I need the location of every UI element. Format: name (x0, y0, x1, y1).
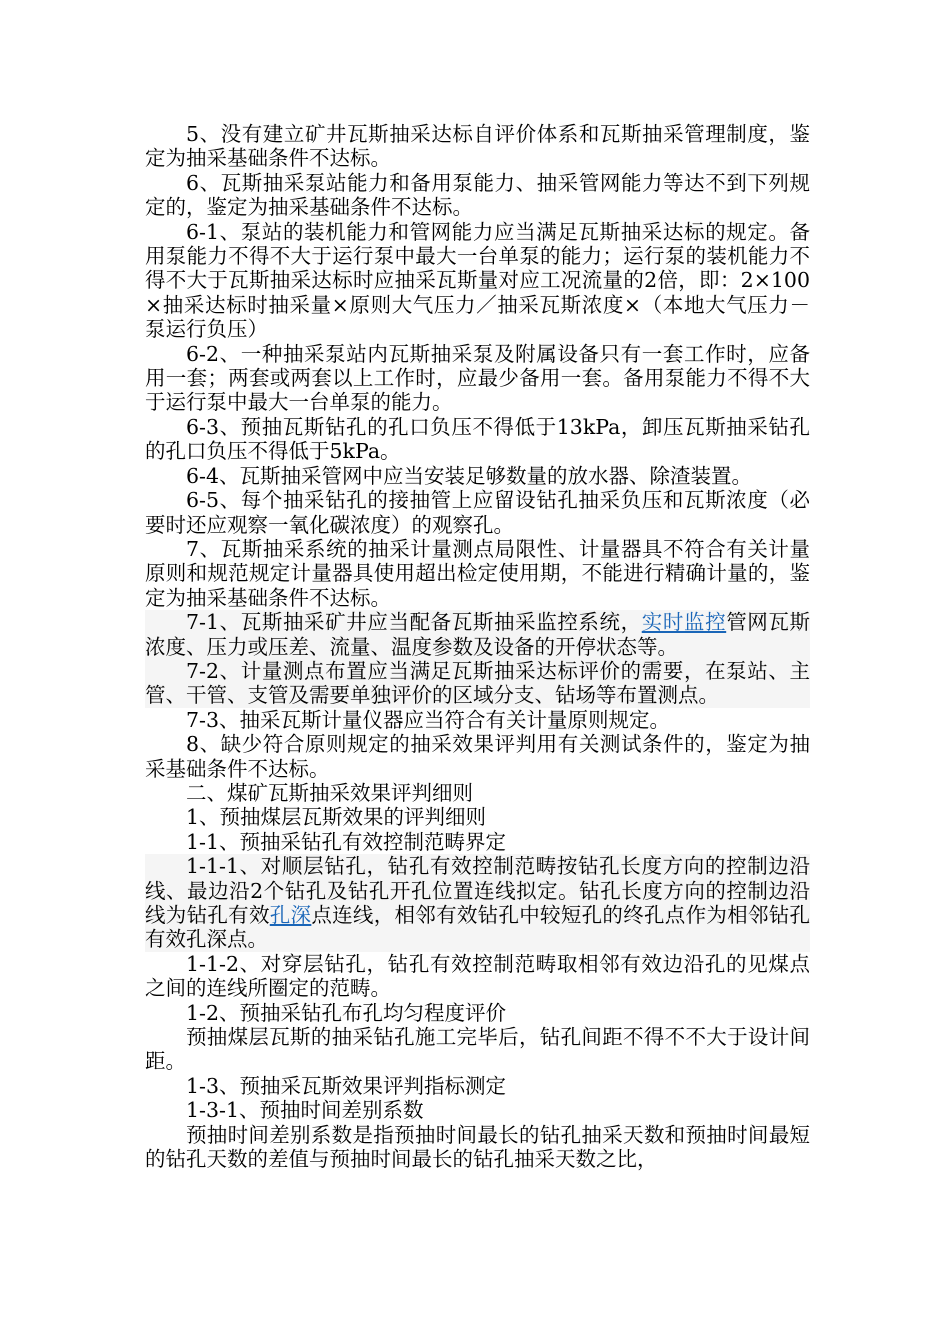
document-body (145, 122, 810, 1171)
paragraph-item-6-2: 6-2、一种抽采泵站内瓦斯抽采泵及附属设备只有一套工作时，应备用一套；两套或两套以上工作时，应最少备用一套。备用泵能力不得不大于运行泵中最大一台单泵的能力。 (145, 341, 810, 415)
paragraph-body: 预抽煤层瓦斯的抽采钻孔施工完毕后，钻孔间距不得不不大于设计间距。 (145, 1025, 810, 1074)
paragraph-item-7-2: 7-2、计量测点布置应当满足瓦斯抽采达标评价的需要，在泵站、主管、干管、支管及需要单独评价的区域分支、钻场等布置测点。 (145, 658, 810, 708)
paragraph-item-6-1: 6-1、泵站的装机能力和管网能力应当满足瓦斯抽采达标的规定。备用泵能力不得不大于运行泵中最大一台单泵的能力；运行泵的装机能力不得不大于瓦斯抽采达标时应抽采瓦斯量对应工况流量的2倍，即：2×100×抽采达标时抽采量×原则大气压力／抽采瓦斯浓度×（本地大气压力－泵运行负压） (145, 219, 810, 342)
paragraph-item-6-4: 6-4、瓦斯抽采管网中应当安装足够数量的放水器、除渣装置。 (186, 463, 753, 488)
paragraph-item-6-3: 6-3、预抽瓦斯钻孔的孔口负压不得低于13kPa，卸压瓦斯抽采钻孔的孔口负压不得低于5kPa。 (145, 414, 810, 464)
paragraph-text: 1-1-1、对顺层钻孔，钻孔有效控制范畴按钻孔长度方向的控制边沿线、最边沿2个钻孔及钻孔开孔位置连线拟定。钻孔长度方向的控制边沿线为钻孔有效 (145, 854, 810, 927)
subsection-heading-1-2: 1-2、预抽采钻孔布孔均匀程度评价 (186, 1000, 507, 1025)
subsection-heading-1-1: 1-1、预抽采钻孔有效控制范畴界定 (186, 829, 507, 854)
paragraph-text: 7-1、瓦斯抽采矿井应当配备瓦斯抽采监控系统， (186, 610, 642, 635)
paragraph-body: 预抽时间差别系数是指预抽时间最长的钻孔抽采天数和预抽时间最短的钻孔天数的差值与预抽时间最长的钻孔抽采天数之比， (145, 1122, 810, 1172)
paragraph-item-7-1 (145, 610, 810, 659)
paragraph-text: 管网瓦斯浓度、压力或压差、流量、温度参数及设备的开停状态等。 (145, 610, 811, 659)
paragraph-item-6-5: 6-5、每个抽采钻孔的接抽管上应留设钻孔抽采负压和瓦斯浓度（必要时还应观察一氧化碳浓度）的观察孔。 (145, 488, 810, 537)
section-heading-2: 二、煤矿瓦斯抽采效果评判细则 (186, 780, 473, 805)
realtime-monitoring-link[interactable]: 实时监控 (641, 610, 727, 635)
subsection-heading-1: 1、预抽煤层瓦斯效果的评判细则 (186, 805, 487, 830)
hole-depth-link[interactable]: 孔深 (269, 903, 312, 927)
paragraph-item-8: 8、缺少符合原则规定的抽采效果评判用有关测试条件的，鉴定为抽采基础条件不达标。 (145, 732, 810, 781)
subsection-heading-1-3: 1-3、预抽采瓦斯效果评判指标测定 (186, 1073, 507, 1098)
paragraph-item-6: 6、瓦斯抽采泵站能力和备用泵能力、抽采管网能力等达不到下列规定的，鉴定为抽采基础条件不达标。 (145, 170, 810, 220)
subsection-heading-1-3-1: 1-3-1、预抽时间差别系数 (186, 1098, 424, 1123)
paragraph-item-7-3: 7-3、抽采瓦斯计量仪器应当符合有关计量原则规定。 (186, 707, 671, 732)
paragraph-text: 点连线，相邻有效钻孔中较短孔的终孔点作为相邻钻孔有效孔深点。 (145, 903, 811, 952)
paragraph-item-1-1-1 (145, 854, 810, 952)
paragraph-item-5: 5、没有建立矿井瓦斯抽采达标自评价体系和瓦斯抽采管理制度，鉴定为抽采基础条件不达标。 (145, 122, 810, 171)
paragraph-item-7: 7、瓦斯抽采系统的抽采计量测点局限性、计量器具不符合有关计量原则和规范规定计量器具使用超出检定使用期，不能进行精确计量的，鉴定为抽采基础条件不达标。 (145, 536, 810, 610)
paragraph-item-1-1-2: 1-1-2、对穿层钻孔，钻孔有效控制范畴取相邻有效边沿孔的见煤点之间的连线所圈定的范畴。 (145, 951, 810, 1001)
